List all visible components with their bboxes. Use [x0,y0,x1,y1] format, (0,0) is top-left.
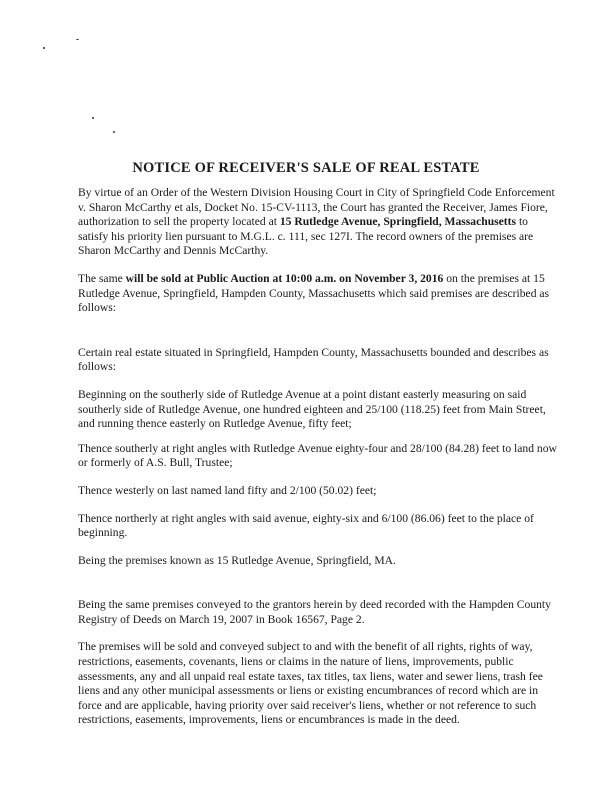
paragraph-northerly: Thence northerly at right angles with said avenue, eighty-six and 6/100 (86.06) feet to the place of beginning. [78,511,534,540]
paragraph-text: The same [78,271,126,285]
paragraph-text: to satisfy his priority lien pursuant to M.G.L. c. 111, sec 127I. The record owners of the premises are Sharon McCarthy and Dennis McCarthy. [78,215,534,258]
paragraph-text: By virtue of an Order of the Western Division Housing Court in City of Springfield Code Enforcement v. Sharon McCarthy et als, Docket No. 15-CV-1113, the Court has granted the Receiver, James Fiore, authorization to sell the property located at [78,186,555,229]
paragraph-southerly: Thence southerly at right angles with Rutledge Avenue eighty-four and 28/100 (84.28) feet to land now or formerly of A.S. Bull, Trustee; [78,441,557,470]
scan-speck [43,47,45,49]
paragraph-beginning: Beginning on the southerly side of Rutledge Avenue at a point distant easterly measuring on said southerly side of Rutledge Avenue, one hundred eighteen and 25/100 (118.25) feet from Main Street, and running thence easterly on Rutledge Avenue, fifty feet; [78,387,546,431]
paragraph-text: on the premises at 15 Rutledge Avenue, Springfield, Hampden County, Massachusetts which said premises are described as follows: [78,271,550,315]
scan-speck [113,131,115,133]
scan-speck [92,117,94,119]
paragraph-westerly: Thence westerly on last named land fifty and 2/100 (50.02) feet; [78,483,377,497]
paragraph-auction [78,272,558,316]
paragraph-deed: Being the same premises conveyed to the grantors herein by deed recorded with the Hampden County Registry of Deeds on March 19, 2007 in Book 16567, Page 2. [78,598,551,626]
document-body [78,186,558,728]
auction-details: will be sold at Public Auction at 10:00 a.m. on November 3, 2016 [125,271,444,285]
property-address: 15 Rutledge Avenue, Springfield, Massachusetts [279,215,517,229]
document-title: NOTICE OF RECEIVER'S SALE OF REAL ESTATE [132,160,480,176]
paragraph-conditions: The premises will be sold and conveyed subject to and with the benefit of all rights, rights of way, restrictions, easements, covenants, liens or claims in the nature of liens, improvements, public assessments, any and all unpaid real estate taxes, tax titles, tax liens, water and sewer liens, trash fee liens and any other municipal assessments or liens or existing encumbrances of record which are in force and are applicable, having priority over said receiver's liens, whether or not reference to such restrictions, easements, improvements, liens or encumbrances is made in the deed. [78,640,543,727]
scan-speck [76,39,79,40]
paragraph-premises: Being the premises known as 15 Rutledge Avenue, Springfield, MA. [78,553,396,567]
paragraph-order [78,186,558,259]
paragraph-description: Certain real estate situated in Springfield, Hampden County, Massachusetts bounded and describes as follows: [78,345,549,374]
